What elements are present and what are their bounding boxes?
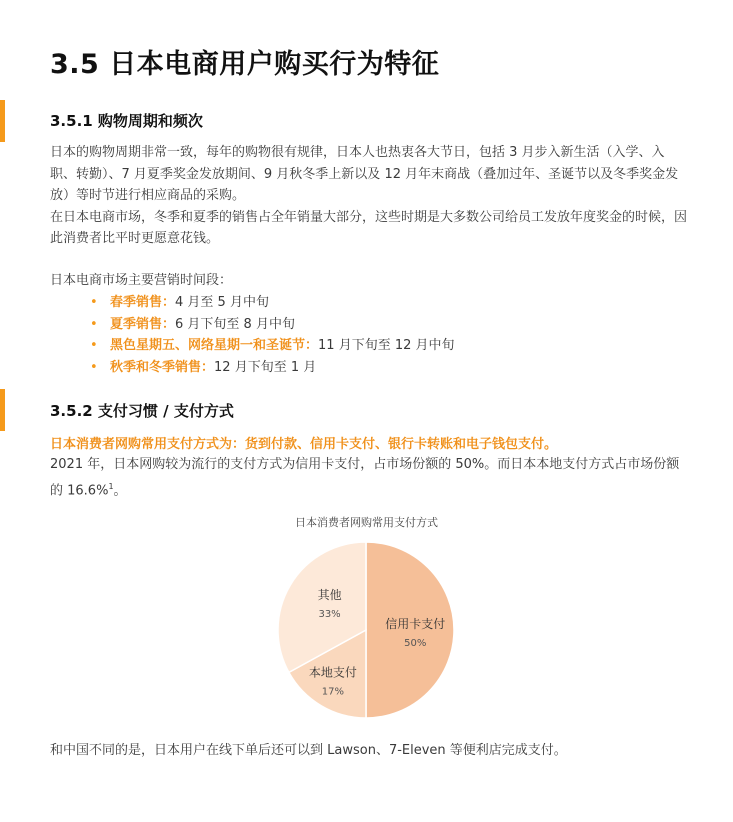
footnote-mark: 1 [108,481,114,491]
section-heading-payment: 3.5.2 支付习惯 / 支付方式 [50,402,234,420]
paragraph: 日本的购物周期非常一致，每年的购物很有规律，日本人也热衷各大节日，包括 3 月步入新生活（入学、入职、转勤）、7 月夏季奖金发放期间、9 月秋冬季上新以及 12 月年末商战（叠加过年、圣诞节以及冬季奖金发放）等时节进行相应商品的采购。 [50,145,679,203]
period-name: 黑色星期五、网络星期一和圣诞节： [110,338,319,353]
period-name: 春季销售： [110,295,176,310]
bullet-icon: • [90,359,98,375]
bullet-icon: • [90,338,98,353]
section-heading-shopping-cycle: 3.5.1 购物周期和频次 [50,112,203,130]
pie-value-label: 50% [404,638,427,649]
period-dates: 6 月下旬至 8 月中旬 [175,316,295,332]
pie-value-label: 33% [318,608,341,620]
payment-methods-highlight: 日本消费者网购常用支付方式为：货到付款、信用卡支付、银行卡转账和电子钱包支付。 [50,437,558,452]
period-name: 秋季和冬季销售： [110,359,215,375]
pie-label: 本地支付 [308,665,357,680]
sentence-end: 。 [113,482,127,498]
pie-label: 其他 [317,587,342,602]
pie-value-label: 17% [321,686,345,698]
bullet-icon: • [90,295,98,310]
chart-title: 日本消费者网购常用支付方式 [295,516,438,529]
period-name: 夏季销售： [110,316,176,332]
list-intro: 日本电商市场主要营销时间段： [50,273,233,288]
period-dates: 12 月下旬至 1 月 [214,359,317,375]
period-dates: 4 月至 5 月中旬 [175,295,269,310]
convenience-store-note: 和中国不同的是，日本用户在线下单后还可以到 Lawson、7-Eleven 等便利店完成支付。 [50,743,567,758]
pie-label: 信用卡支付 [385,617,446,631]
period-dates: 11 月下旬至 12 月中旬 [318,338,455,353]
payment-share-sentence: 2021 年，日本网购较为流行的支付方式为信用卡支付，占市场份额的 50%。而日本本地支付方式占市场份额的 16.6% [50,457,680,498]
paragraph: 在日本电商市场，冬季和夏季的销售占全年销量大部分，这些时期是大多数公司给员工发放年度奖金的时候，因此消费者比平时更愿意花钱。 [50,209,688,246]
page-title: 3.5 日本电商用户购买行为特征 [50,49,440,80]
bullet-icon: • [90,316,98,332]
